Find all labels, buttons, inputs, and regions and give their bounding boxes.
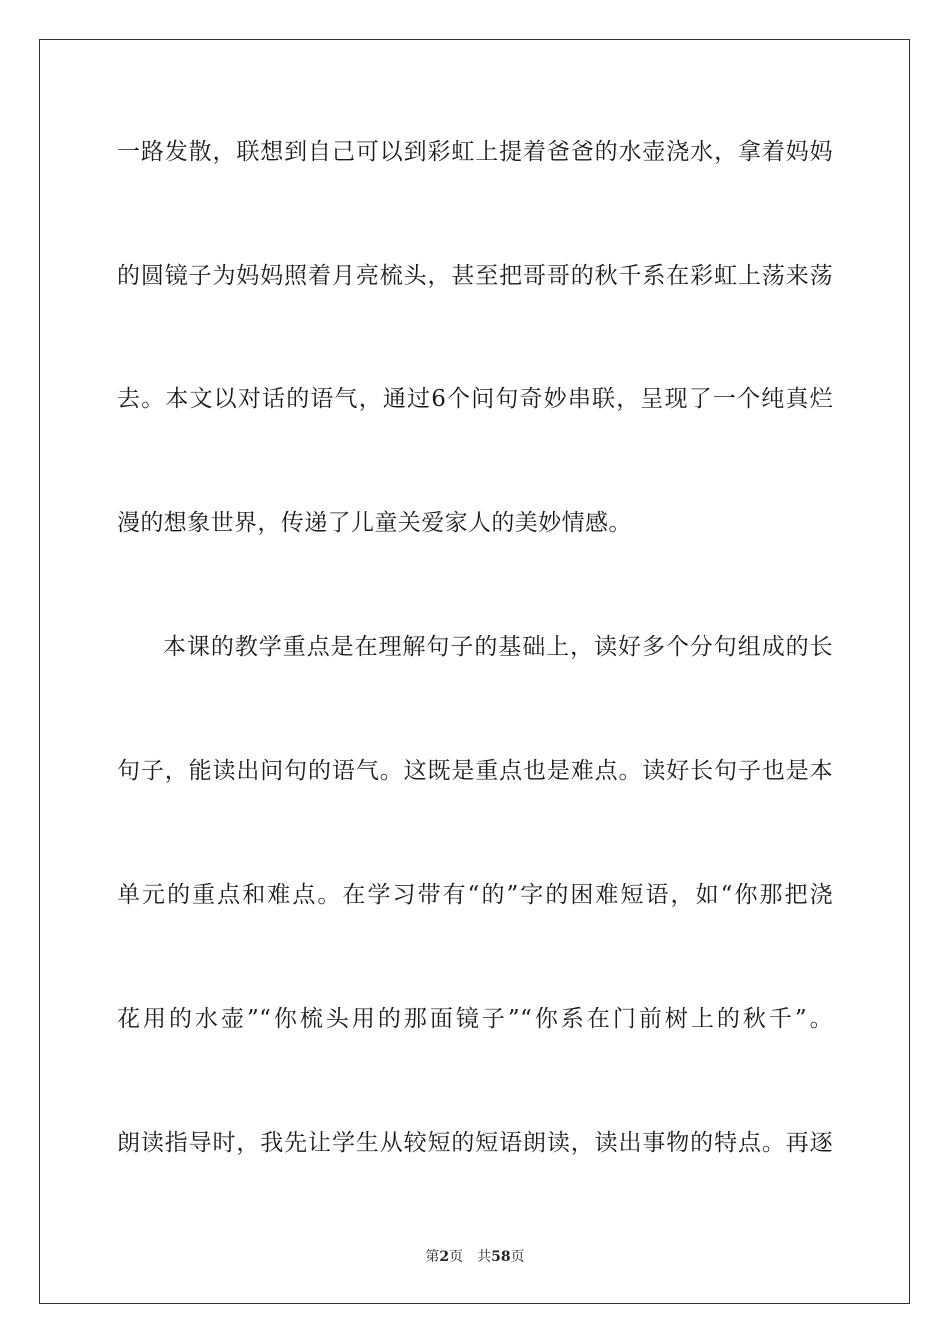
paragraph-line: 的圆镜子为妈妈照着月亮梳头，甚至把哥哥的秋千系在彩虹上荡来荡 xyxy=(117,263,833,289)
paragraph-line: 朗读指导时，我先让学生从较短的短语朗读，读出事物的特点。再逐 xyxy=(117,1130,833,1156)
paragraph-line: 花用的水壶”“你梳头用的那面镜子”“你系在门前树上的秋千”。 xyxy=(117,1006,833,1032)
page-number: 2 xyxy=(439,1249,450,1265)
page-footer xyxy=(0,1248,950,1266)
total-pages: 58 xyxy=(491,1249,511,1265)
total-prefix: 共 xyxy=(477,1249,492,1265)
paragraph-line: 去。本文以对话的语气，通过6个问句奇妙串联，呈现了一个纯真烂 xyxy=(117,386,833,412)
paragraph-line: 单元的重点和难点。在学习带有“的”字的困难短语，如“你那把浇 xyxy=(117,882,833,908)
paragraph-line: 一路发散，联想到自己可以到彩虹上提着爸爸的水壶浇水，拿着妈妈 xyxy=(117,139,833,165)
page-border xyxy=(39,39,910,1304)
page-suffix: 页 xyxy=(449,1249,464,1265)
paragraph-line: 句子，能读出问句的语气。这既是重点也是难点。读好长句子也是本 xyxy=(117,758,833,784)
paragraph-line: 本课的教学重点是在理解句子的基础上，读好多个分句组成的长 xyxy=(163,634,833,660)
paragraph-line: 漫的想象世界，传递了儿童关爱家人的美妙情感。 xyxy=(117,510,632,536)
page-prefix: 第 xyxy=(425,1249,440,1265)
total-suffix: 页 xyxy=(510,1249,525,1265)
